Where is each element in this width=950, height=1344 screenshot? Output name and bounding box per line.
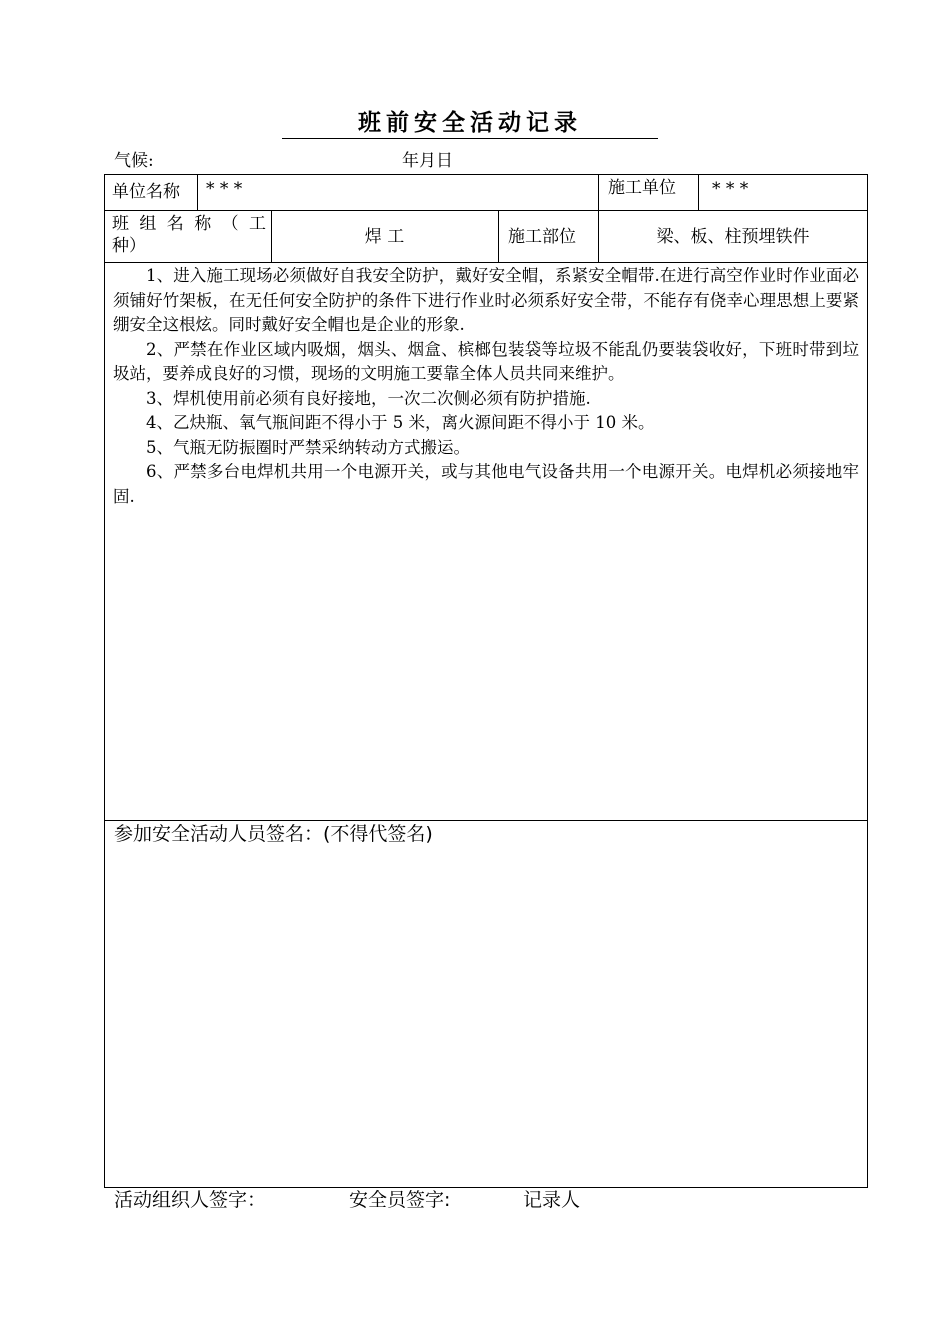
column-divider [698, 174, 699, 210]
organizer-signature-label: 活动组织人签字： [114, 1189, 267, 1211]
column-divider [498, 210, 499, 262]
construction-part-value: 梁、板、柱预埋铁件 [656, 227, 810, 247]
content-paragraph: 3、焊机使用前必须有良好接地，一次二次侧必须有防护措施. [146, 388, 591, 408]
content-paragraph: 6、严禁多台电焊机共用一个电源开关，或与其他电气设备共用一个电源开关。电焊机必须接地牢固. [113, 462, 859, 506]
construction-unit-label: 施工单位 [608, 178, 676, 198]
weather-label: 气候: [114, 151, 154, 171]
row-divider [104, 210, 868, 211]
signature-section-label: 参加安全活动人员签名：(不得代签名) [114, 823, 433, 845]
construction-unit-value: * * * [712, 179, 749, 199]
row-divider [104, 262, 868, 263]
content-paragraph: 1、进入施工现场必须做好自我安全防护，戴好安全帽，系紧安全帽带.在进行高空作业时作业面必须铺好竹架板，在无任何安全防护的条件下进行作业时必须系好安全带，不能存有侥幸心理思想上要紧绷安全这根炫。同时戴好安全帽也是企业的形象. [113, 266, 859, 334]
content-paragraph: 4、乙炔瓶、氧气瓶间距不得小于 5 米，离火源间距不得小于 10 米。 [146, 413, 655, 432]
construction-part-label: 施工部位 [508, 227, 576, 247]
unit-name-label: 单位名称 [112, 182, 180, 202]
content-paragraph: 2、严禁在作业区域内吸烟，烟头、烟盒、槟榔包装袋等垃圾不能乱仍要装袋收好，下班时带到垃圾站，要养成良好的习惯，现场的文明施工要靠全体人员共同来维护。 [113, 339, 859, 383]
document-title: 班前安全活动记录 [282, 108, 658, 139]
unit-name-value: * * * [206, 179, 243, 199]
column-divider [598, 174, 599, 210]
column-divider [197, 174, 198, 210]
content-paragraph: 5、气瓶无防振圈时严禁采纳转动方式搬运。 [146, 437, 470, 457]
row-divider [104, 820, 868, 821]
date-label: 年月日 [402, 151, 453, 171]
safety-officer-signature-label: 安全员签字: [349, 1189, 451, 1211]
recorder-label: 记录人 [523, 1189, 581, 1211]
team-name-value: 焊 工 [364, 227, 405, 247]
safety-content [113, 264, 859, 509]
team-name-label: 班 组 名 称 （ 工 种） [112, 214, 266, 256]
